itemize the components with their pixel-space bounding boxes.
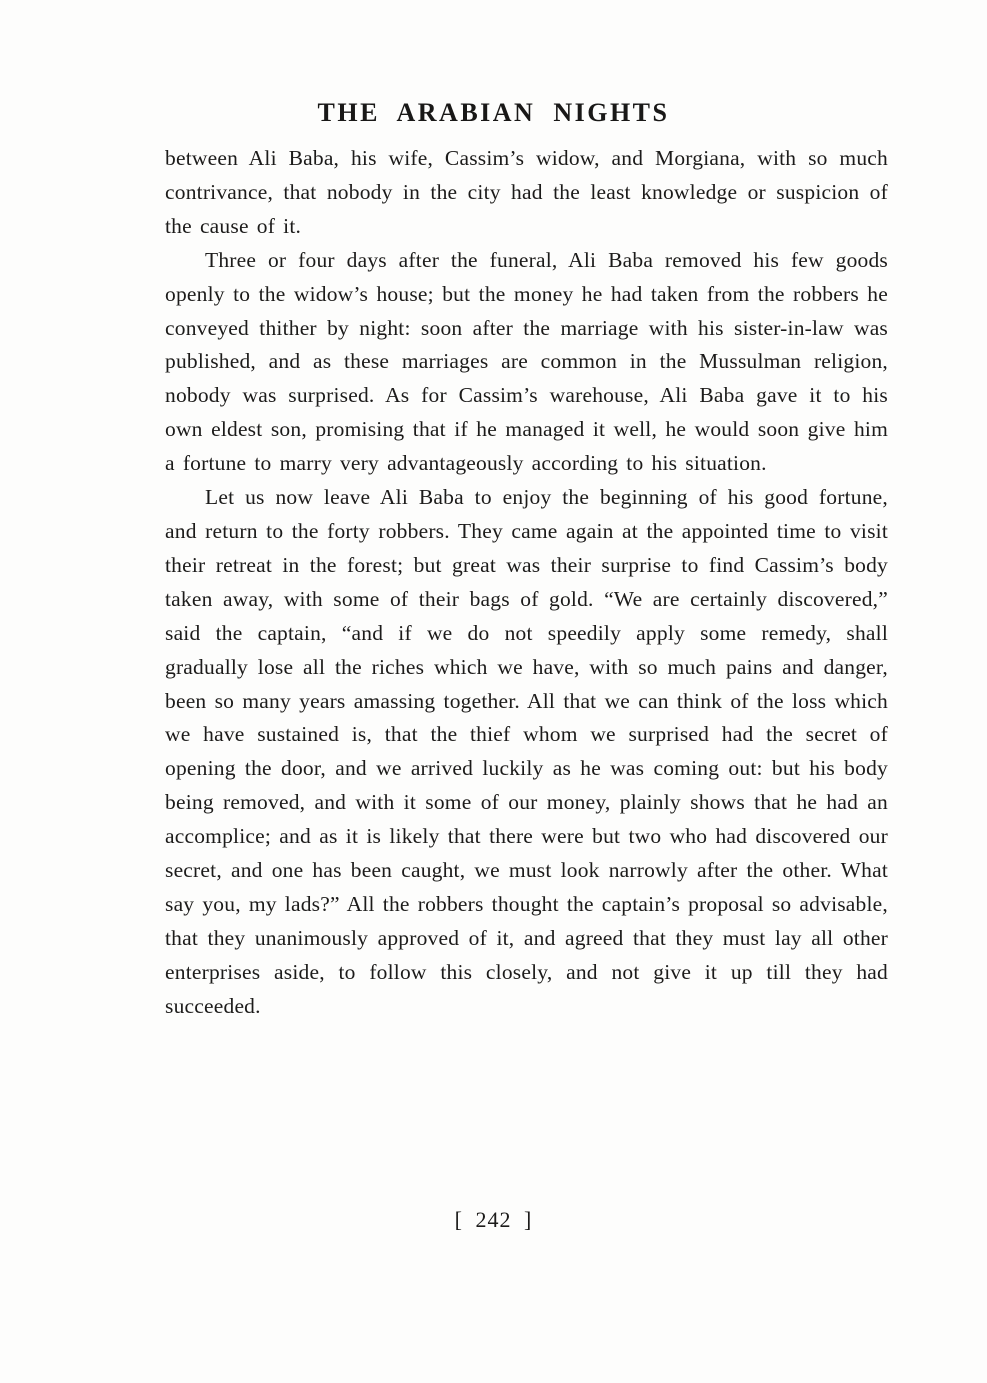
page-title: THE ARABIAN NIGHTS: [317, 98, 670, 127]
body-text: [0, 142, 987, 1024]
page-number: [ 242 ]: [454, 1207, 533, 1232]
paragraph: Three or four days after the funeral, Ali Baba removed his few goods openly to the widow’s house; but the money he had taken from the robbers he conveyed thither by night: soon after the marriage with his sister-in-law was published, and as these marriages are common in the Mussulman religion, nobody was surprised. As for Cassim’s warehouse, Ali Baba gave it to his own eldest son, promising that if he managed it well, he would soon give him a fortune to marry very advantageously according to his situation.: [165, 247, 888, 476]
paragraph: Let us now leave Ali Baba to enjoy the beginning of his good fortune, and return to the forty robbers. They came again at the appointed time to visit their retreat in the forest; but great was their surprise to find Cassim’s body taken away, with some of their bags of gold. “We are certainly discovered,” said the captain, “and if we do not speedily apply some remedy, shall gradually lose all the riches which we have, with so much pains and danger, been so many years amassing together. All that we can think of the loss which we have sustained is, that the thief whom we surprised had the secret of opening the door, and we arrived luckily as he was coming out: but his body being removed, and with it some of our money, plainly shows that he had an accomplice; and as it is likely that there were but two who had discovered our secret, and one has been caught, we must look narrowly after the other. What say you, my lads?” All the robbers thought the captain’s proposal so advisable, that they unanimously approved of it, and agreed that they must lay all other enterprises aside, to follow this closely, and not give it up till they had succeeded.: [165, 485, 888, 1018]
paragraph: between Ali Baba, his wife, Cassim’s widow, and Morgiana, with so much contrivance, that nobody in the city had the least knowledge or suspicion of the cause of it.: [165, 146, 888, 238]
